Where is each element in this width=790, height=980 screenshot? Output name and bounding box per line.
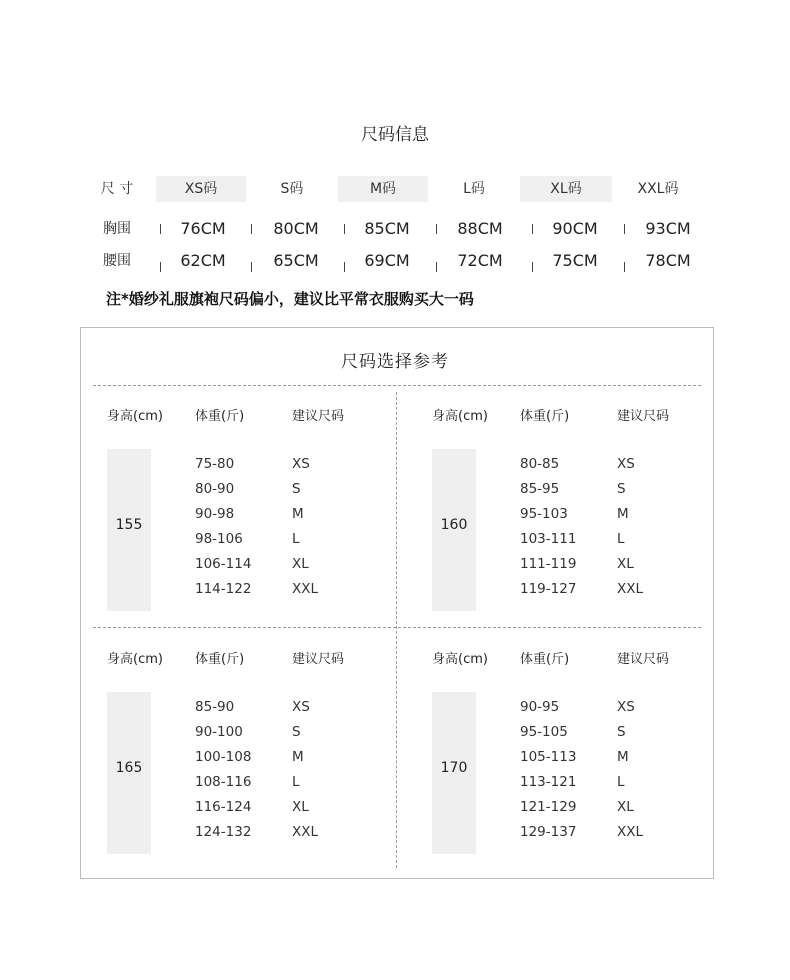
- weight-range: 80-90: [195, 481, 235, 497]
- tick-divider: [160, 262, 161, 272]
- size-row-bust: [86, 216, 722, 242]
- weight-range: 106-114: [195, 556, 252, 572]
- recommended-size: S: [617, 481, 626, 497]
- list-item: [93, 724, 383, 749]
- size-header-l: L码: [463, 181, 485, 197]
- waist-value: 72CM: [457, 251, 503, 270]
- height-value: 170: [440, 760, 468, 776]
- recommended-size: M: [617, 749, 629, 765]
- list-item: [93, 506, 383, 531]
- weight-range: 85-90: [195, 699, 235, 715]
- list-item: [93, 749, 383, 774]
- col-header-weight: 体重(斤): [520, 652, 570, 667]
- weight-range: 95-105: [520, 724, 568, 740]
- list-item: [418, 481, 708, 506]
- size-row-waist: [86, 248, 722, 274]
- col-header-size: 建议尺码: [292, 652, 345, 667]
- weight-range: 121-129: [520, 799, 577, 815]
- size-info-title: 尺码信息: [361, 125, 429, 145]
- recommended-size: XXL: [292, 581, 319, 597]
- height-value: 155: [115, 517, 143, 533]
- list-item: [93, 456, 383, 481]
- tick-divider: [160, 224, 161, 234]
- recommended-size: M: [617, 506, 629, 522]
- weight-range: 90-100: [195, 724, 243, 740]
- recommended-size: XL: [617, 799, 634, 815]
- tick-divider: [532, 224, 533, 234]
- weight-range: 75-80: [195, 456, 235, 472]
- col-header-size: 建议尺码: [617, 652, 670, 667]
- waist-value: 69CM: [364, 251, 410, 270]
- weight-range: 111-119: [520, 556, 577, 572]
- recommended-size: XS: [292, 699, 310, 715]
- list-item: [418, 699, 708, 724]
- col-header-weight: 体重(斤): [195, 409, 245, 424]
- weight-range: 98-106: [195, 531, 243, 547]
- row-label-bust: 胸围: [103, 221, 131, 237]
- recommended-size: XXL: [617, 581, 644, 597]
- reference-block-165: [93, 648, 383, 878]
- weight-range: 129-137: [520, 824, 577, 840]
- recommended-size: XS: [617, 456, 635, 472]
- tick-divider: [532, 262, 533, 272]
- col-header-height: 身高(cm): [432, 409, 488, 424]
- list-item: [418, 531, 708, 556]
- tick-divider: [344, 224, 345, 234]
- list-item: [418, 824, 708, 849]
- tick-divider: [436, 224, 437, 234]
- height-value: 165: [115, 760, 143, 776]
- size-header-m: M码: [338, 176, 428, 202]
- weight-range: 85-95: [520, 481, 560, 497]
- col-header-height: 身高(cm): [107, 652, 163, 667]
- size-header-label: 尺 寸: [100, 181, 134, 197]
- recommended-size: XXL: [617, 824, 644, 840]
- bust-value: 85CM: [364, 219, 410, 238]
- weight-range: 119-127: [520, 581, 577, 597]
- weight-range: 114-122: [195, 581, 252, 597]
- list-item: [93, 531, 383, 556]
- size-header-xs: XS码: [156, 176, 246, 202]
- tick-divider: [624, 262, 625, 272]
- recommended-size: L: [292, 774, 300, 790]
- size-header-s: S码: [280, 181, 304, 197]
- tick-divider: [624, 224, 625, 234]
- waist-value: 65CM: [273, 251, 319, 270]
- size-header-row: [86, 176, 722, 202]
- list-item: [93, 774, 383, 799]
- bust-value: 76CM: [180, 219, 226, 238]
- recommended-size: XXL: [292, 824, 319, 840]
- weight-range: 108-116: [195, 774, 252, 790]
- list-item: [93, 581, 383, 606]
- reference-block-170: [418, 648, 708, 878]
- weight-range: 95-103: [520, 506, 568, 522]
- list-item: [418, 556, 708, 581]
- size-note: 注*婚纱礼服旗袍尺码偏小，建议比平常衣服购买大一码: [106, 290, 474, 308]
- list-item: [418, 506, 708, 531]
- tick-divider: [251, 224, 252, 234]
- list-item: [93, 481, 383, 506]
- recommended-size: L: [292, 531, 300, 547]
- weight-range: 113-121: [520, 774, 577, 790]
- list-item: [418, 799, 708, 824]
- weight-range: 90-98: [195, 506, 235, 522]
- weight-range: 124-132: [195, 824, 252, 840]
- col-header-weight: 体重(斤): [520, 409, 570, 424]
- recommended-size: S: [617, 724, 626, 740]
- waist-value: 62CM: [180, 251, 226, 270]
- weight-range: 100-108: [195, 749, 252, 765]
- dashed-divider: [93, 385, 701, 386]
- reference-block-160: [418, 405, 708, 635]
- bust-value: 80CM: [273, 219, 319, 238]
- weight-range: 105-113: [520, 749, 577, 765]
- recommended-size: L: [617, 531, 625, 547]
- bust-value: 93CM: [645, 219, 691, 238]
- reference-block-155: [93, 405, 383, 635]
- col-header-size: 建议尺码: [617, 409, 670, 424]
- list-item: [93, 799, 383, 824]
- recommended-size: M: [292, 749, 304, 765]
- list-item: [418, 749, 708, 774]
- recommended-size: XS: [617, 699, 635, 715]
- weight-range: 90-95: [520, 699, 560, 715]
- bust-value: 90CM: [552, 219, 598, 238]
- list-item: [418, 724, 708, 749]
- list-item: [93, 556, 383, 581]
- list-item: [93, 824, 383, 849]
- list-item: [418, 581, 708, 606]
- weight-range: 103-111: [520, 531, 577, 547]
- col-header-height: 身高(cm): [107, 409, 163, 424]
- col-header-weight: 体重(斤): [195, 652, 245, 667]
- recommended-size: XL: [617, 556, 634, 572]
- list-item: [93, 699, 383, 724]
- recommended-size: S: [292, 481, 301, 497]
- recommended-size: L: [617, 774, 625, 790]
- size-header-xxl: XXL码: [637, 181, 679, 197]
- col-header-height: 身高(cm): [432, 652, 488, 667]
- dashed-divider-vertical: [396, 392, 397, 868]
- recommended-size: XL: [292, 799, 309, 815]
- recommended-size: XS: [292, 456, 310, 472]
- tick-divider: [344, 262, 345, 272]
- list-item: [418, 774, 708, 799]
- waist-value: 75CM: [552, 251, 598, 270]
- weight-range: 80-85: [520, 456, 560, 472]
- reference-title: 尺码选择参考: [341, 352, 449, 372]
- recommended-size: S: [292, 724, 301, 740]
- waist-value: 78CM: [645, 251, 691, 270]
- col-header-size: 建议尺码: [292, 409, 345, 424]
- tick-divider: [436, 262, 437, 272]
- height-value: 160: [440, 517, 468, 533]
- list-item: [418, 456, 708, 481]
- tick-divider: [251, 262, 252, 272]
- recommended-size: M: [292, 506, 304, 522]
- recommended-size: XL: [292, 556, 309, 572]
- weight-range: 116-124: [195, 799, 252, 815]
- row-label-waist: 腰围: [103, 253, 131, 269]
- size-header-xl: XL码: [520, 176, 612, 202]
- bust-value: 88CM: [457, 219, 503, 238]
